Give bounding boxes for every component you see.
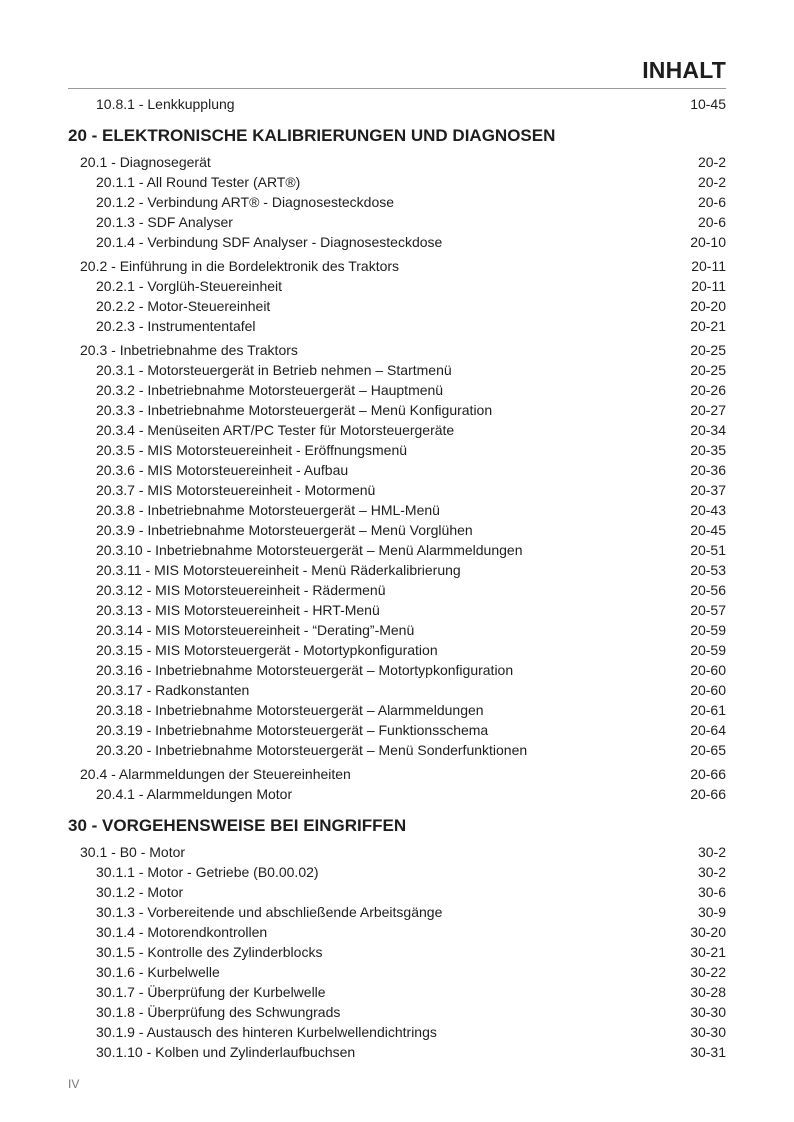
toc-entry[interactable] xyxy=(68,296,726,316)
toc-entry-page: 20-10 xyxy=(690,234,726,250)
toc-entry-page: 20-59 xyxy=(690,642,726,658)
toc-entry-page: 30-2 xyxy=(697,844,726,860)
toc-entry-label: 20.1.3 - SDF Analyser xyxy=(96,214,233,230)
toc-entry[interactable] xyxy=(68,212,726,232)
toc-entry[interactable] xyxy=(68,600,726,620)
toc-entry[interactable] xyxy=(68,400,726,420)
toc-section-heading xyxy=(68,125,726,147)
toc-entry-label: 20.3.13 - MIS Motorsteuereinheit - HRT-Menü xyxy=(96,602,380,618)
toc-entry-label: 20.3.9 - Inbetriebnahme Motorsteuergerät – Menü Vorglühen xyxy=(96,522,473,538)
toc-entry-page: 20-25 xyxy=(690,362,726,378)
toc-entry[interactable] xyxy=(68,922,726,942)
page-number: IV xyxy=(68,1077,80,1091)
toc-entry-label: 20.1.4 - Verbindung SDF Analyser - Diagnosesteckdose xyxy=(96,234,443,250)
toc-entry-page: 20-6 xyxy=(697,194,726,210)
toc-entry-label: 30.1 - B0 - Motor xyxy=(80,844,186,860)
toc-entry-page: 20-56 xyxy=(690,582,726,598)
toc-section-heading xyxy=(68,815,726,837)
toc-entry[interactable] xyxy=(68,380,726,400)
toc-entry-page: 10-45 xyxy=(690,96,726,112)
toc-entry-page: 30-9 xyxy=(697,904,726,920)
toc-entry-label: 20.1 - Diagnosegerät xyxy=(80,154,211,170)
toc-entry-page: 20-2 xyxy=(697,174,726,190)
table-of-contents xyxy=(68,94,726,1062)
toc-entry-label: 20.3 - Inbetriebnahme des Traktors xyxy=(80,342,298,358)
toc-entry[interactable] xyxy=(68,882,726,902)
toc-entry-page: 20-11 xyxy=(691,278,726,294)
toc-entry[interactable] xyxy=(68,1042,726,1062)
toc-entry-label: 30.1.10 - Kolben und Zylinderlaufbuchsen xyxy=(96,1044,356,1060)
toc-entry[interactable] xyxy=(68,862,726,882)
toc-entry-label: 20.3.20 - Inbetriebnahme Motorsteuergerät – Menü Sonderfunktionen xyxy=(96,742,528,758)
toc-entry-page: 20-60 xyxy=(690,682,726,698)
toc-entry[interactable] xyxy=(68,720,726,740)
toc-entry-label: 30.1.6 - Kurbelwelle xyxy=(96,964,220,980)
toc-entry-label: 20.3.17 - Radkonstanten xyxy=(96,682,250,698)
toc-entry-label: 30 - VORGEHENSWEISE BEI EINGRIFFEN xyxy=(68,816,407,835)
toc-entry[interactable] xyxy=(68,152,726,172)
toc-entry-page: 20-2 xyxy=(697,154,726,170)
toc-entry[interactable] xyxy=(68,94,726,114)
toc-entry-page: 20-21 xyxy=(690,318,726,334)
toc-entry-page: 30-20 xyxy=(690,924,726,940)
toc-entry-label: 20.1.1 - All Round Tester (ART®) xyxy=(96,174,301,190)
toc-entry[interactable] xyxy=(68,172,726,192)
toc-entry-label: 20.4 - Alarmmeldungen der Steuereinheiten xyxy=(80,766,351,782)
toc-entry-label: 20.3.8 - Inbetriebnahme Motorsteuergerät – HML-Menü xyxy=(96,502,440,518)
toc-entry-label: 30.1.7 - Überprüfung der Kurbelwelle xyxy=(96,984,326,1000)
toc-entry-page: 20-37 xyxy=(690,482,726,498)
toc-entry-label: 20.1.2 - Verbindung ART® - Diagnosesteckdose xyxy=(96,194,395,210)
toc-entry-label: 30.1.8 - Überprüfung des Schwungrads xyxy=(96,1004,341,1020)
toc-entry-page: 20-11 xyxy=(691,258,726,274)
toc-entry-label: 20.3.10 - Inbetriebnahme Motorsteuergerät – Menü Alarmmeldungen xyxy=(96,542,523,558)
toc-entry[interactable] xyxy=(68,500,726,520)
toc-entry[interactable] xyxy=(68,316,726,336)
toc-entry-label: 30.1.2 - Motor xyxy=(96,884,184,900)
toc-entry-page: 20-60 xyxy=(690,662,726,678)
toc-entry-label: 20.2.1 - Vorglüh-Steuereinheit xyxy=(96,278,283,294)
page-title: INHALT xyxy=(642,57,726,83)
toc-entry-label: 20.3.4 - Menüseiten ART/PC Tester für Motorsteuergeräte xyxy=(96,422,455,438)
toc-entry-page: 20-36 xyxy=(690,462,726,478)
toc-entry-label: 20.3.11 - MIS Motorsteuereinheit - Menü Räderkalibrierung xyxy=(96,562,461,578)
toc-entry[interactable] xyxy=(68,440,726,460)
toc-entry-label: 20.3.3 - Inbetriebnahme Motorsteuergerät – Menü Konfiguration xyxy=(96,402,493,418)
toc-entry-page: 20-20 xyxy=(690,298,726,314)
toc-entry-label: 30.1.4 - Motorendkontrollen xyxy=(96,924,268,940)
toc-entry-page: 30-2 xyxy=(697,864,726,880)
toc-entry-label: 20.3.15 - MIS Motorsteuergerät - Motortypkonfiguration xyxy=(96,642,438,658)
toc-entry[interactable] xyxy=(68,784,726,804)
toc-entry[interactable] xyxy=(68,640,726,660)
toc-entry[interactable] xyxy=(68,560,726,580)
toc-entry[interactable] xyxy=(68,480,726,500)
toc-entry-label: 20.3.1 - Motorsteuergerät in Betrieb nehmen – Startmenü xyxy=(96,362,452,378)
toc-entry[interactable] xyxy=(68,764,726,784)
toc-entry-page: 30-6 xyxy=(697,884,726,900)
toc-entry-page: 20-25 xyxy=(690,342,726,358)
toc-entry-label: 20.3.14 - MIS Motorsteuereinheit - “Derating”-Menü xyxy=(96,622,415,638)
toc-entry-label: 20.3.19 - Inbetriebnahme Motorsteuergerät – Funktionsschema xyxy=(96,722,489,738)
toc-entry-page: 20-43 xyxy=(690,502,726,518)
toc-entry-page: 20-53 xyxy=(690,562,726,578)
toc-entry-page: 20-51 xyxy=(690,542,726,558)
toc-entry[interactable] xyxy=(68,962,726,982)
toc-entry[interactable] xyxy=(68,1022,726,1042)
toc-entry-label: 20.2.2 - Motor-Steuereinheit xyxy=(96,298,271,314)
toc-entry-label: 20.3.12 - MIS Motorsteuereinheit - Rädermenü xyxy=(96,582,386,598)
toc-entry-page: 20-66 xyxy=(690,766,726,782)
toc-entry-label: 30.1.5 - Kontrolle des Zylinderblocks xyxy=(96,944,323,960)
toc-entry-page: 20-26 xyxy=(690,382,726,398)
toc-entry-label: 20.2 - Einführung in die Bordelektronik des Traktors xyxy=(80,258,400,274)
toc-entry-page: 20-6 xyxy=(697,214,726,230)
toc-entry-page: 20-59 xyxy=(690,622,726,638)
toc-entry[interactable] xyxy=(68,580,726,600)
toc-entry[interactable] xyxy=(68,660,726,680)
toc-entry-page: 30-30 xyxy=(690,1004,726,1020)
toc-entry[interactable] xyxy=(68,360,726,380)
toc-entry-page: 30-31 xyxy=(690,1044,726,1060)
toc-entry-page: 20-34 xyxy=(690,422,726,438)
toc-entry-page: 20-45 xyxy=(690,522,726,538)
toc-entry-label: 20 - ELEKTRONISCHE KALIBRIERUNGEN UND DIAGNOSEN xyxy=(68,126,556,145)
toc-entry[interactable] xyxy=(68,700,726,720)
toc-entry-page: 20-61 xyxy=(690,702,726,718)
toc-entry-page: 30-30 xyxy=(690,1024,726,1040)
toc-entry[interactable] xyxy=(68,902,726,922)
toc-entry-label: 20.3.18 - Inbetriebnahme Motorsteuergerät – Alarmmeldungen xyxy=(96,702,484,718)
title-divider xyxy=(68,88,726,89)
toc-entry-page: 30-28 xyxy=(690,984,726,1000)
toc-entry[interactable] xyxy=(68,842,726,862)
toc-entry-label: 20.3.6 - MIS Motorsteuereinheit - Aufbau xyxy=(96,462,349,478)
toc-entry[interactable] xyxy=(68,520,726,540)
toc-entry-page: 20-65 xyxy=(690,742,726,758)
toc-entry[interactable] xyxy=(68,232,726,252)
toc-entry-label: 20.3.2 - Inbetriebnahme Motorsteuergerät – Hauptmenü xyxy=(96,382,444,398)
toc-entry-label: 30.1.1 - Motor - Getriebe (B0.00.02) xyxy=(96,864,319,880)
toc-entry-page: 20-57 xyxy=(690,602,726,618)
toc-entry[interactable] xyxy=(68,1002,726,1022)
toc-entry[interactable] xyxy=(68,540,726,560)
toc-entry[interactable] xyxy=(68,192,726,212)
toc-entry-label: 20.4.1 - Alarmmeldungen Motor xyxy=(96,786,293,802)
toc-entry-page: 20-64 xyxy=(690,722,726,738)
toc-entry-label: 10.8.1 - Lenkkupplung xyxy=(96,96,235,112)
toc-entry[interactable] xyxy=(68,620,726,640)
toc-entry-label: 30.1.3 - Vorbereitende und abschließende Arbeitsgänge xyxy=(96,904,443,920)
toc-entry[interactable] xyxy=(68,256,726,276)
toc-entry-label: 20.3.16 - Inbetriebnahme Motorsteuergerät – Motortypkonfiguration xyxy=(96,662,514,678)
toc-entry-label: 20.3.5 - MIS Motorsteuereinheit - Eröffnungsmenü xyxy=(96,442,408,458)
toc-entry-page: 30-22 xyxy=(690,964,726,980)
toc-entry[interactable] xyxy=(68,460,726,480)
toc-entry-label: 20.2.3 - Instrumententafel xyxy=(96,318,256,334)
toc-entry[interactable] xyxy=(68,420,726,440)
toc-entry-page: 30-21 xyxy=(690,944,726,960)
toc-entry[interactable] xyxy=(68,340,726,360)
toc-entry-label: 30.1.9 - Austausch des hinteren Kurbelwellendichtrings xyxy=(96,1024,437,1040)
toc-entry[interactable] xyxy=(68,942,726,962)
toc-entry[interactable] xyxy=(68,276,726,296)
toc-entry-label: 20.3.7 - MIS Motorsteuereinheit - Motormenü xyxy=(96,482,376,498)
toc-entry-page: 20-66 xyxy=(690,786,726,802)
toc-entry-page: 20-35 xyxy=(690,442,726,458)
toc-entry[interactable] xyxy=(68,740,726,760)
toc-entry-page: 20-27 xyxy=(690,402,726,418)
toc-entry[interactable] xyxy=(68,982,726,1002)
toc-entry[interactable] xyxy=(68,680,726,700)
